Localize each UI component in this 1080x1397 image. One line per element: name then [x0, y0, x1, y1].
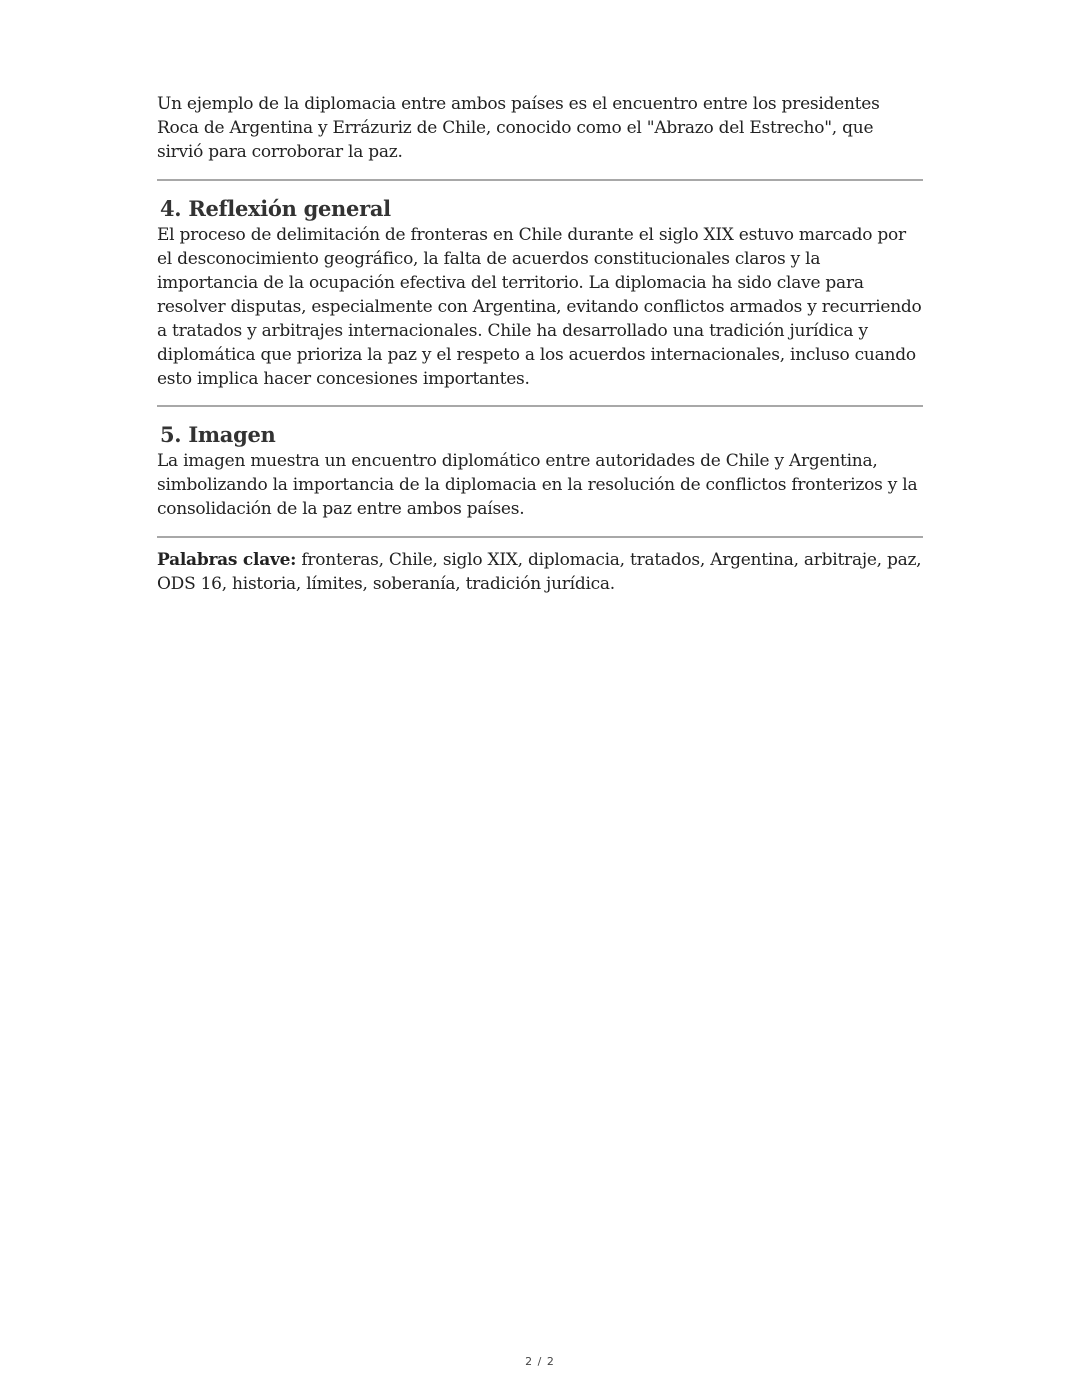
section-divider: [157, 179, 923, 181]
section-heading-imagen: 5. Imagen: [160, 422, 276, 447]
intro-paragraph: Un ejemplo de la diplomacia entre ambos países es el encuentro entre los presidentes Roca de Argentina y Errázuriz de Chile, conocido como el "Abrazo del Estrecho", que sirvió para corroborar la paz.: [157, 94, 880, 162]
document-page: [157, 90, 923, 596]
keywords-label: Palabras clave:: [157, 550, 297, 570]
keywords-list: fronteras, Chile, siglo XIX, diplomacia, tratados, Argentina, arbitraje, paz, ODS 16, historia, límites, soberanía, tradición jurídica.: [157, 550, 922, 594]
section-heading-reflexion: 4. Reflexión general: [160, 196, 391, 221]
page-indicator: 2 / 2: [525, 1355, 555, 1368]
section-divider: [157, 536, 923, 538]
keywords-paragraph: [157, 548, 923, 596]
reflexion-paragraph: El proceso de delimitación de fronteras en Chile durante el siglo XIX estuvo marcado por el desconocimiento geográfico, la falta de acuerdos constitucionales claros y la importancia de la ocupación efectiva del territorio. La diplomacia ha sido clave para resolver disputas, especialmente con Argentina, evitando conflictos armados y recurriendo a tratados y arbitrajes internacionales. Chile ha desarrollado una tradición jurídica y diplomática que prioriza la paz y el respeto a los acuerdos internacionales, incluso cuando esto implica hacer concesiones importantes.: [157, 225, 922, 389]
imagen-paragraph: La imagen muestra un encuentro diplomático entre autoridades de Chile y Argentina, simbolizando la importancia de la diplomacia en la resolución de conflictos fronterizos y la consolidación de la paz entre ambos países.: [157, 451, 918, 519]
section-divider: [157, 405, 923, 407]
